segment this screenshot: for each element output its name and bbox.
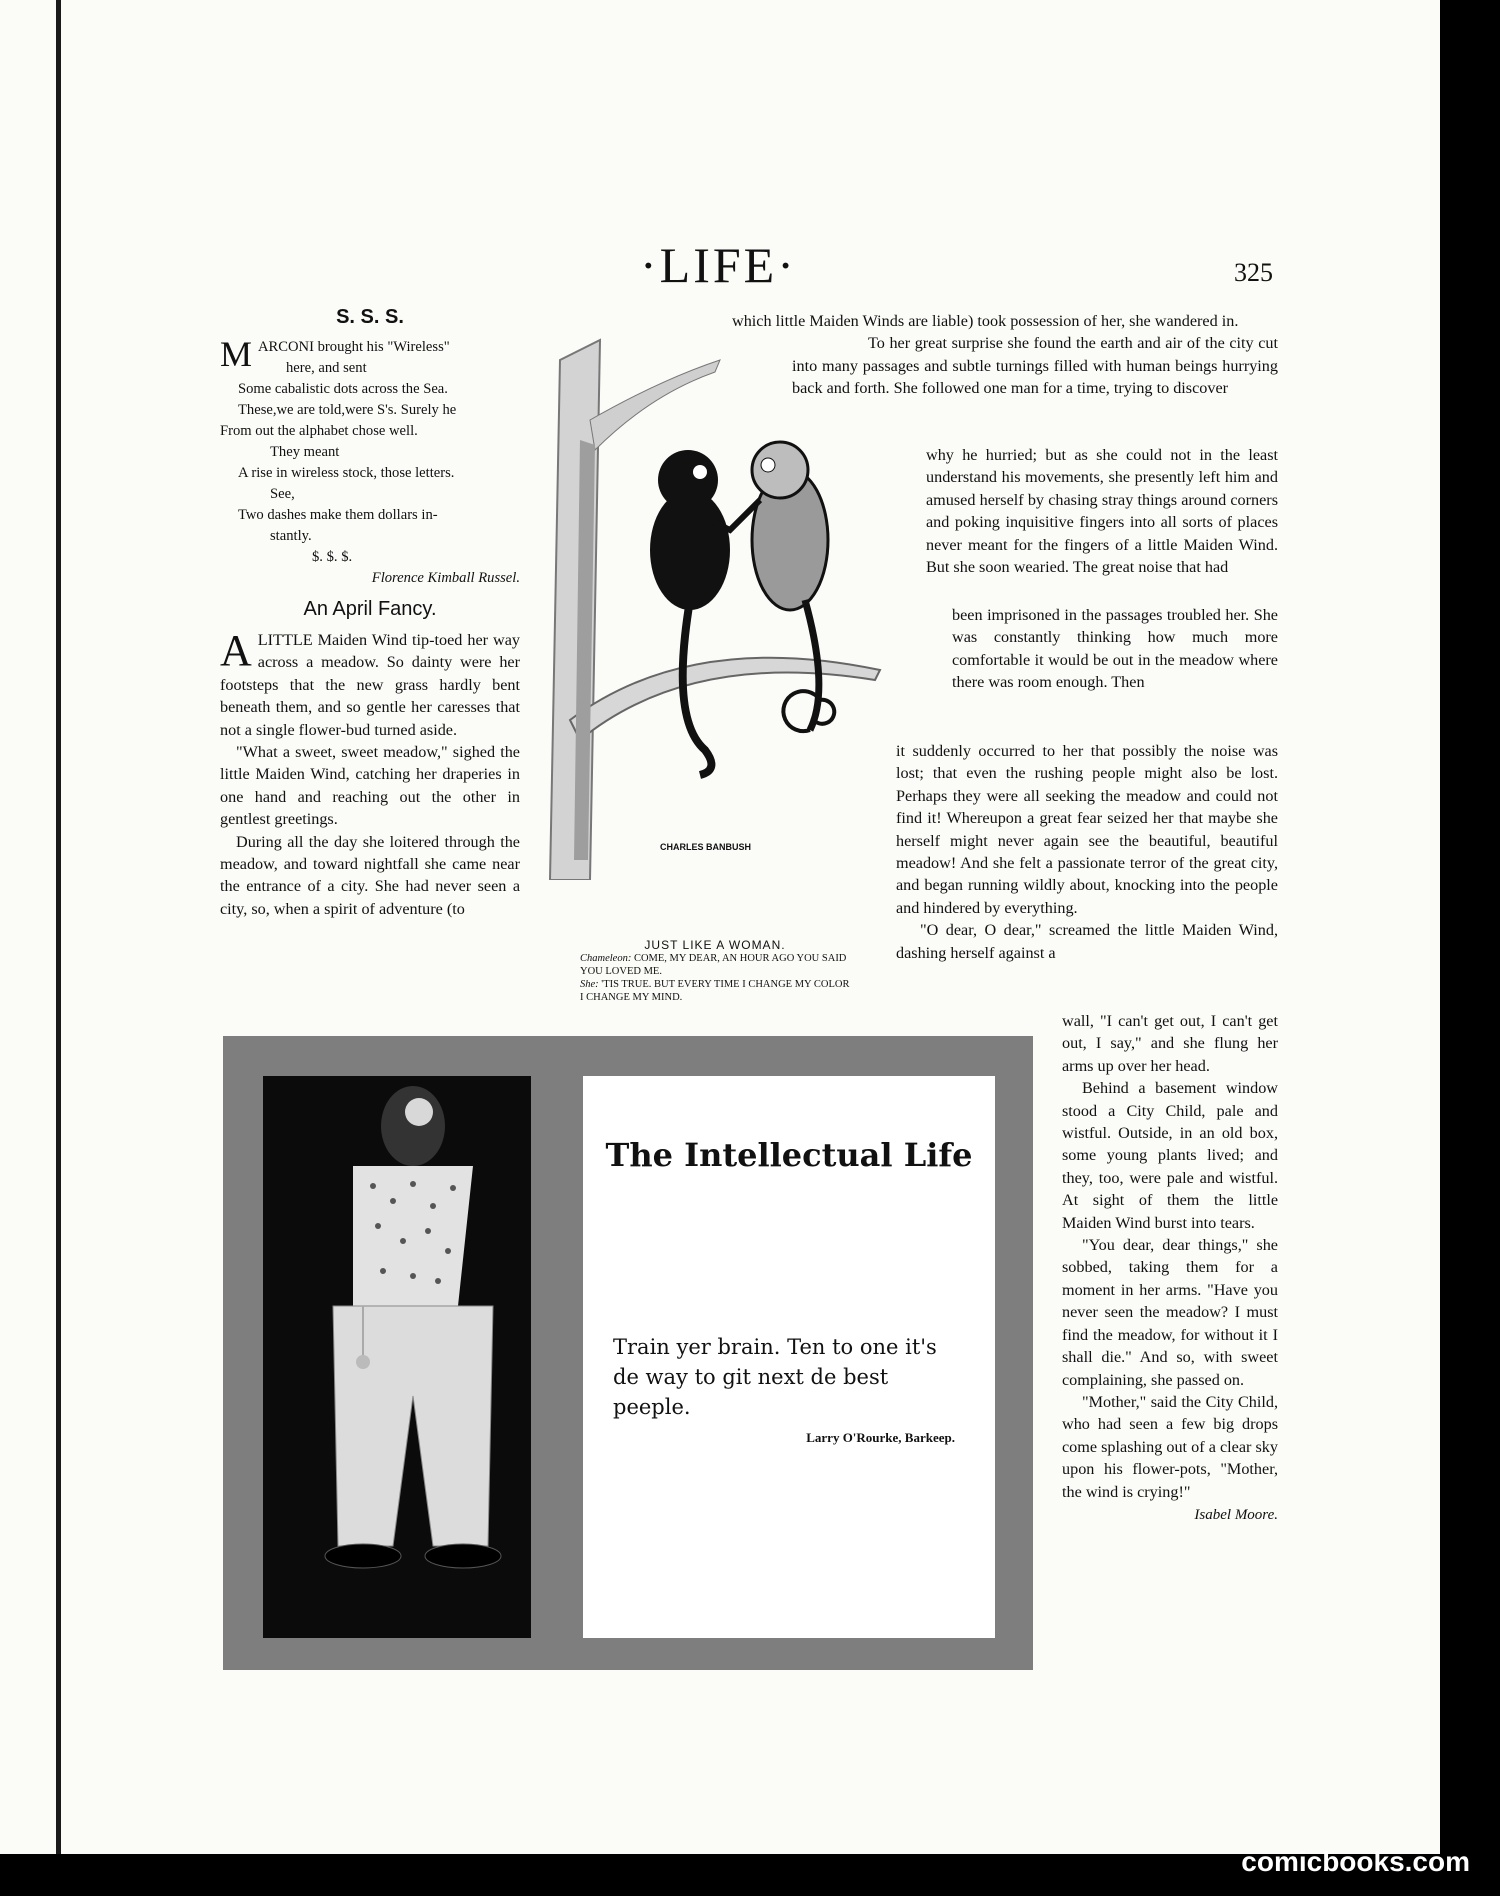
poem-line: here, and sent: [286, 360, 367, 376]
story-paragraph: "O dear, O dear," screamed the little Maiden Wind, dashing herself against a: [896, 921, 1278, 962]
poem-line: Two dashes make them dollars in-: [238, 507, 438, 523]
story-paragraph: "Mother," said the City Child, who had seen a few big drops come splashing out of a clear sky upon his flower-pots, "Mother, the wind is crying!": [1062, 1392, 1278, 1501]
caption-text: 'TIS TRUE. BUT EVERY TIME I CHANGE MY COLOR I CHANGE MY MIND.: [580, 979, 850, 1003]
panel-attribution: Larry O'Rourke, Barkeep.: [806, 1430, 955, 1445]
speaker: She:: [580, 979, 599, 990]
binding-edge: [56, 0, 61, 1854]
speaker: Chameleon:: [580, 953, 632, 964]
story-column-3: [1062, 1010, 1278, 1524]
cartoon-caption: [580, 938, 850, 1004]
artist-signature: CHARLES BANBUSH: [660, 842, 752, 852]
barkeep-illustration: [263, 1076, 531, 1638]
page-number: 325: [1234, 258, 1273, 287]
poem-sss: [220, 306, 520, 589]
poem-line: They meant: [270, 444, 340, 460]
poem-body: [220, 334, 520, 589]
poem-line: Some cabalistic dots across the Sea.: [238, 381, 448, 397]
poem-line: See,: [270, 486, 295, 502]
story-paragraph: which little Maiden Winds are liable) took possession of her, she wandered in.: [732, 312, 1239, 330]
story-column-2-mid: [896, 740, 1278, 964]
caption-title: JUST LIKE A WOMAN.: [644, 938, 786, 952]
caption-text: COME, MY DEAR, AN HOUR AGO YOU SAID YOU LOVED ME.: [580, 953, 847, 977]
drop-cap: M: [220, 334, 253, 374]
story-column-1: [220, 598, 520, 920]
story-column-2-wrap-a: [926, 444, 1278, 578]
poem-author: [220, 568, 520, 589]
poem-line: $. $. $.: [312, 549, 353, 565]
panel-title: The Intellectual Life: [605, 1136, 973, 1174]
story-column-2-wrap-b: [952, 604, 1278, 694]
watermark: comicbooks.com: [1241, 1846, 1470, 1877]
story-paragraph: To her great surprise she found the earth and air of the city cut into many passages and subtle turnings filled with human beings hurrying back and forth. She followed one man for a time, trying to discover: [792, 334, 1278, 398]
story-paragraph: why he hurried; but as she could not in the least understand his movements, she presently left him and amused herself by chasing stray things around corners and poking inquisitive fingers into all sorts of places never meant for the fingers of a little Maiden Wind. But she soon wearied. The great noise that had: [926, 446, 1278, 577]
story-paragraph: wall, "I can't get out, I can't get out, I say," and she flung her arms up over her head.: [1062, 1012, 1278, 1075]
story-paragraph: During all the day she loitered through the meadow, and toward nightfall she came near the entrance of a city. She had never seen a city, so, when a spirit of adventure (to: [220, 832, 520, 918]
drop-cap: A: [220, 626, 252, 675]
poem-author-name: Florence Kimball Russel.: [371, 570, 520, 586]
story-paragraph: "You dear, dear things," she sobbed, taking them for a moment in her arms. "Have you never seen the meadow? I must find the meadow, for without it I shall die." And so, with sweet complaining, she passed on.: [1062, 1236, 1278, 1389]
story-paragraph: "What a sweet, sweet meadow," sighed the little Maiden Wind, catching her draperies in one hand and reaching out the other in gentlest greetings.: [220, 743, 520, 829]
caption-line-1: [580, 952, 850, 978]
scan-border-right: [1444, 0, 1500, 1896]
story-paragraph: Behind a basement window stood a City Child, pale and wistful. Outside, in an old box, some young plants lived; and they, too, were pale and wistful. At sight of them the little Maiden Wind burst into tears.: [1062, 1079, 1278, 1232]
story-column-2-top: [732, 310, 1278, 400]
story-text: LITTLE Maiden Wind tip-toed her way across a meadow. So dainty were her footsteps that the new grass hardly bent beneath them, and so gentle her caresses that not a single flower-bud turned aside.: [220, 631, 520, 739]
poem-line: ARCONI brought his "Wireless": [258, 339, 450, 355]
poem-line: From out the alphabet chose well.: [220, 423, 418, 439]
story-title: An April Fancy.: [303, 598, 437, 620]
barkeep-drawing: [263, 1076, 531, 1638]
poem-line: A rise in wireless stock, those letters.: [238, 465, 455, 481]
intellectual-life-panel: [223, 1036, 1033, 1670]
poem-line: These,we are told,were S's. Surely he: [238, 402, 457, 418]
story-paragraph: it suddenly occurred to her that possibly the noise was lost; that even the rushing people might also be lost. Perhaps they were all seeking the meadow and could not find it! Whereupon a great fear seized her that maybe she herself might never again see the beautiful, beautiful meadow! And she felt a passionate terror of the great city, and began running wildly about, knocking into the people and hindered by everything.: [896, 742, 1278, 917]
caption-line-2: [580, 978, 850, 1004]
story-author: [1062, 1507, 1278, 1524]
poem-line: stantly.: [270, 528, 312, 544]
story-paragraph: been imprisoned in the passages troubled her. She was constantly thinking how much more comfortable it would be out in the meadow where there was room enough. Then: [952, 606, 1278, 692]
intellectual-life-text-panel: [583, 1076, 995, 1638]
panel-quote: Train yer brain. Ten to one it's de way to git next de best peeple.: [613, 1335, 937, 1419]
masthead: ·LIFE·: [640, 237, 797, 293]
story-paragraph: [220, 626, 520, 741]
story-author-name: Isabel Moore.: [1194, 1506, 1278, 1523]
poem-title: S. S. S.: [336, 306, 404, 328]
